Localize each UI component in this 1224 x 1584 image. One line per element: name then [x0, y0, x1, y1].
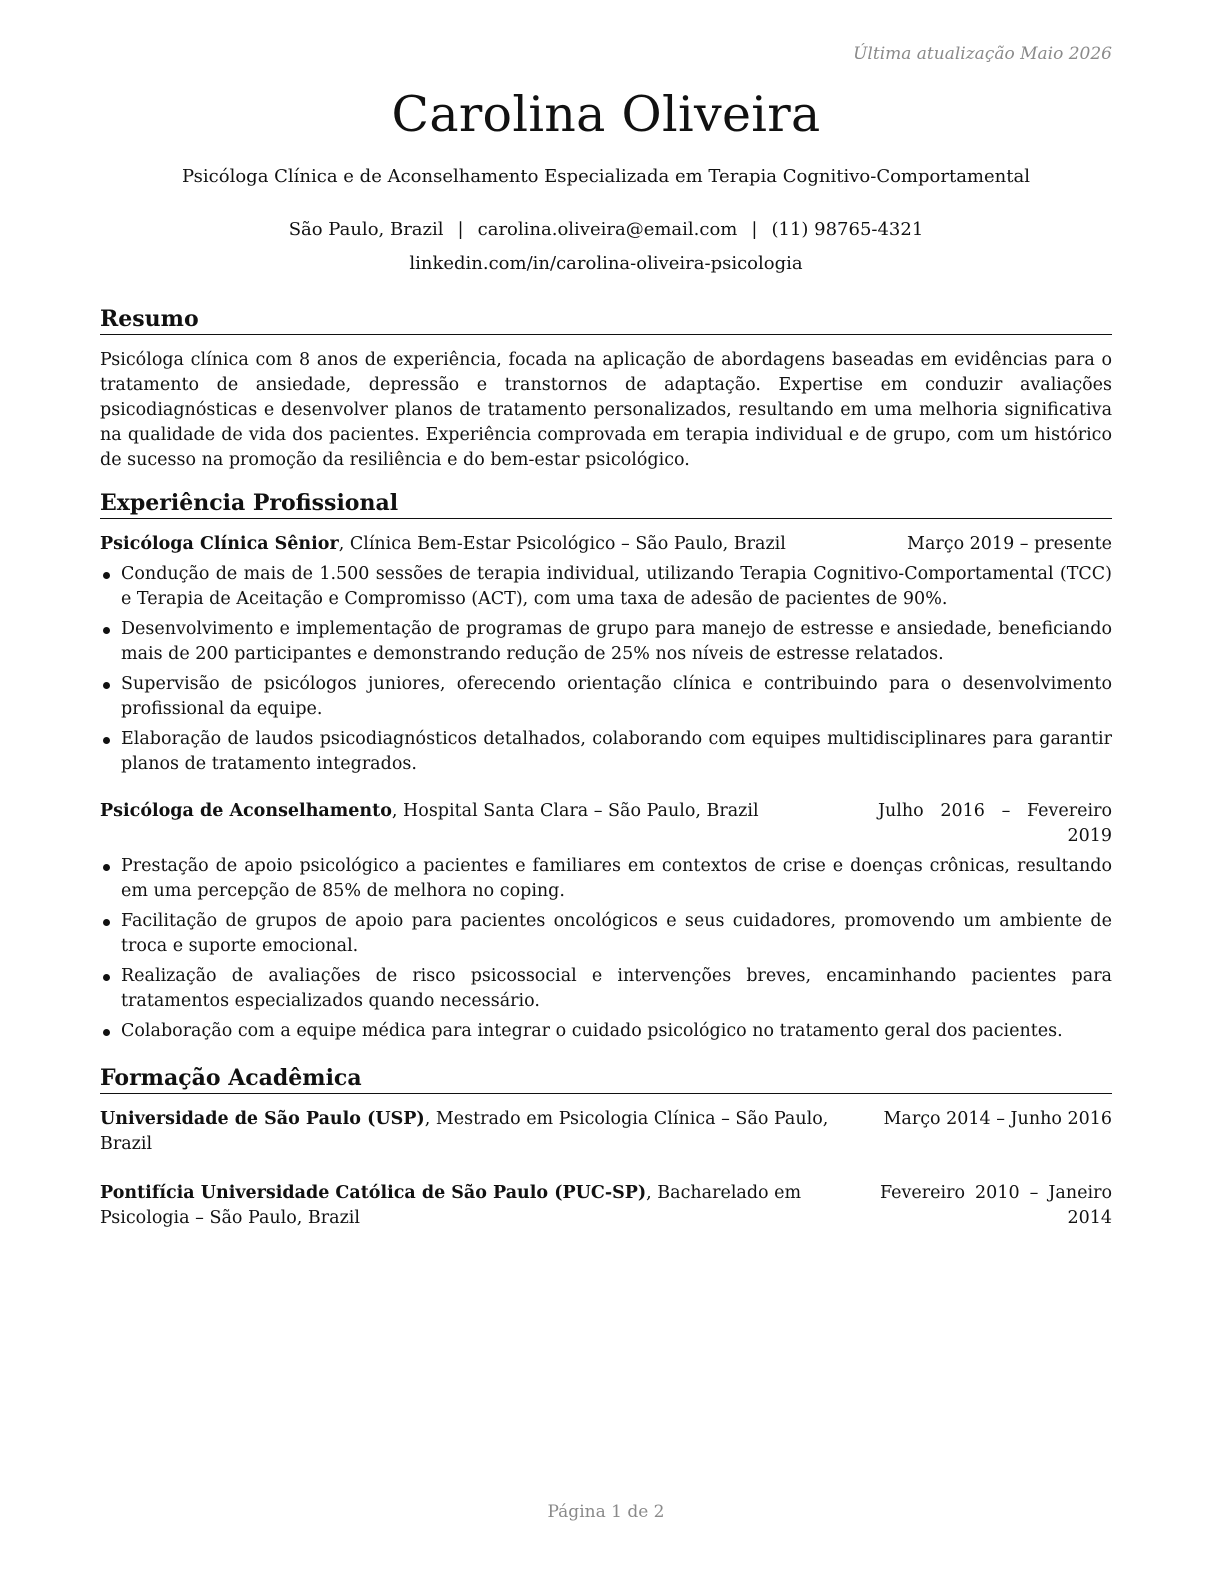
education-entry [100, 1181, 1112, 1231]
list-item [100, 562, 1112, 612]
job-dates: Julho 2016 – Fevereiro 2019 [878, 801, 1112, 846]
list-item [100, 909, 1112, 959]
bullet-text: Facilitação de grupos de apoio para pacientes oncológicos e seus cuidadores, promovendo um ambiente de troca e suporte emocional. [121, 911, 1112, 956]
job-entry [100, 532, 1112, 777]
resume-page [100, 0, 1112, 1584]
job-bullets [100, 854, 1112, 1044]
contact-separator: | [751, 219, 758, 240]
section-title-education: Formação Acadêmica [100, 1065, 1112, 1094]
job-title-line [100, 799, 878, 824]
page-number: Página 1 de 2 [547, 1502, 665, 1522]
summary-text: Psicóloga clínica com 8 anos de experiência, focada na aplicação de abordagens baseadas em evidências para o tratamento de ansiedade, depressão e transtornos de adaptação. Expertise em conduzir avaliações psicodiagnósticas e desenvolver planos de tratamento personalizados, resultando em uma melhoria significativa na qualidade de vida dos pacientes. Experiência comprovada em terapia individual e de grupo, com um histórico de sucesso na promoção da resiliência e do bem-estar psicológico. [100, 350, 1112, 470]
bullet-text: Elaboração de laudos psicodiagnósticos detalhados, colaborando com equipes multidisciplinares para garantir planos de tratamento integrados. [121, 729, 1112, 774]
list-item [100, 854, 1112, 904]
degree-detail: , Mestrado em Psicologia Clínica – São Paulo, Brazil [100, 1109, 829, 1154]
bullet-text: Prestação de apoio psicológico a pacientes e familiares em contextos de crise e doenças crônicas, resultando em uma percepção de 85% de melhora no coping. [121, 856, 1112, 901]
bullet-icon [103, 919, 110, 926]
job-place: , Hospital Santa Clara – São Paulo, Brazil [391, 801, 759, 821]
bullet-icon [103, 572, 110, 579]
experience-section [100, 490, 1112, 1049]
job-role: Psicóloga de Aconselhamento [100, 801, 392, 821]
school-name: Pontifícia Universidade Católica de São Paulo (PUC-SP) [100, 1183, 647, 1203]
education-section [100, 1065, 1112, 1231]
phone-text: (11) 98765-4321 [771, 219, 924, 240]
bullet-text: Supervisão de psicólogos juniores, oferecendo orientação clínica e contribuindo para o desenvolvimento profissional da equipe. [121, 674, 1112, 719]
bullet-text: Condução de mais de 1.500 sessões de terapia individual, utilizando Terapia Cognitivo-Comportamental (TCC) e Terapia de Aceitação e Compromisso (ACT), com uma taxa de adesão de pacientes de 90%. [121, 564, 1112, 609]
contact-separator: | [457, 219, 464, 240]
education-entry [100, 1107, 1112, 1157]
education-dates: Fevereiro 2010 – Janeiro 2014 [880, 1183, 1112, 1228]
list-item [100, 617, 1112, 667]
degree-detail: , Bacharelado em Psicologia – São Paulo, Brazil [100, 1183, 802, 1228]
linkedin-link[interactable]: linkedin.com/in/carolina-oliveira-psicologia [409, 253, 803, 274]
location-text: São Paulo, Brazil [288, 219, 444, 240]
list-item [100, 964, 1112, 1014]
section-title-experience: Experiência Profissional [100, 490, 1112, 519]
list-item [100, 672, 1112, 722]
bullet-icon [103, 864, 110, 871]
job-entry [100, 799, 1112, 1044]
job-title-line [100, 532, 907, 557]
summary-section [100, 306, 1112, 473]
education-title-line [100, 1181, 880, 1231]
job-bullets [100, 562, 1112, 777]
professional-headline: Psicóloga Clínica e de Aconselhamento Especializada em Terapia Cognitivo-Comportamental [182, 166, 1030, 187]
bullet-text: Desenvolvimento e implementação de programas de grupo para manejo de estresse e ansiedade, beneficiando mais de 200 participantes e demonstrando redução de 25% nos níveis de estresse relatados. [121, 619, 1112, 664]
school-name: Universidade de São Paulo (USP) [100, 1109, 425, 1129]
email-link[interactable]: carolina.oliveira@email.com [477, 219, 738, 240]
bullet-icon [103, 1029, 110, 1036]
bullet-icon [103, 974, 110, 981]
last-updated-note: Última atualização Maio 2026 [853, 44, 1112, 64]
bullet-text: Colaboração com a equipe médica para integrar o cuidado psicológico no tratamento geral dos pacientes. [121, 1021, 1063, 1041]
education-dates: Março 2014 – Junho 2016 [883, 1109, 1112, 1129]
bullet-icon [103, 682, 110, 689]
candidate-name: Carolina Oliveira [391, 86, 821, 143]
list-item [100, 1019, 1112, 1044]
education-title-line [100, 1107, 884, 1157]
bullet-icon [103, 627, 110, 634]
job-header [100, 799, 1112, 849]
job-dates: Março 2019 – presente [907, 534, 1112, 554]
section-title-summary: Resumo [100, 306, 1112, 335]
job-role: Psicóloga Clínica Sênior [100, 534, 339, 554]
job-header [100, 532, 1112, 557]
bullet-icon [103, 737, 110, 744]
list-item [100, 727, 1112, 777]
bullet-text: Realização de avaliações de risco psicossocial e intervenções breves, encaminhando pacientes para tratamentos especializados quando necessário. [121, 966, 1112, 1011]
job-place: , Clínica Bem-Estar Psicológico – São Paulo, Brazil [338, 534, 786, 554]
contact-line [100, 219, 1112, 240]
